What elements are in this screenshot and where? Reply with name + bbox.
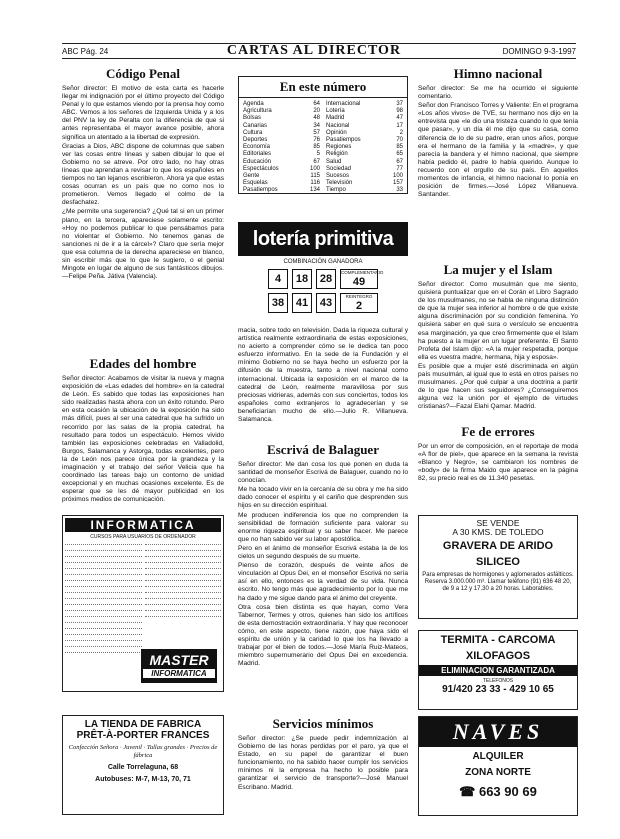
index-item[interactable]: Espectáculos 100 <box>243 165 320 172</box>
ad-master-top: MASTER <box>149 652 209 668</box>
letter-escriva <box>238 440 408 710</box>
index-list-right <box>326 101 403 195</box>
letter-paragraph: Me ha tocado vivir en la cercanía de su obra y me ha sido dado conocer el espíritu y el cariño que desprenden sus hijos en su dirección espiritual. <box>238 486 408 510</box>
index-item[interactable]: Nacional 17 <box>326 122 403 129</box>
letter-title: Edades del hombre <box>89 356 197 371</box>
letter-paragraph: Señor director: Acabamos de visitar la nueva y magna exposición de «Las edades del hombre» en la catedral de León. Es sabido que todas las exposiciones han sido realizadas hasta ahora con un éxito rotundo. Pero en esta ocasión la ubicación de la exposición ha sido más difícil, pues al ser una catedral que ha sufrido un recorrido por las salas de la propia catedral, ha resultado para todos un espectáculo. Hemos vivido también las exposiciones celebradas en Valladolid, Burgos, Salamanca y Astorga, todas excelentes, pero la de León nos parece única por la grandeza y la imaginación y el trabajo del señor Velicia que ha coordinado las tareas bajo un contorno de unidad excepcional y en muchas ocasiones excelente. Es de esperar que se les dé mayor publicidad en los próximos medios de comunicación. <box>62 375 224 504</box>
index-item[interactable]: Gente 115 <box>243 173 320 180</box>
ad-termita-line3: ELIMINACION GARANTIZADA <box>419 665 577 676</box>
index-item[interactable]: Madrid 47 <box>326 115 403 122</box>
complementario-value: 49 <box>352 276 366 288</box>
ad-tienda-line2: PRÊT-À-PORTER FRANCES <box>76 730 210 741</box>
index-item[interactable]: Salud 67 <box>326 158 403 165</box>
ad-termita-phones: 91/420 23 33 - 429 10 65 <box>442 684 554 695</box>
ad-tienda-line1: LA TIENDA DE FABRICA <box>84 719 202 730</box>
index-item[interactable]: Canarias 34 <box>243 122 320 129</box>
ad-informatica-subtitle: CURSOS PARA USUARIOS DE ORDENADOR <box>90 534 196 540</box>
ad-informatica-title: INFORMATICA <box>65 518 221 532</box>
reintegro-value: 2 <box>355 300 363 312</box>
letter-paragraph: Otra cosa bien distinta es que hayan, como Vera Tabernor, Termes y otros, quienes han sido los artífices de esta demostración extraordinaria. Y hay que reconocer cómo, en este aspecto, tiene razón, que haya sido el espíritu de unión y la caridad lo que los ha llevado a trabajar por el bien de todos.—José María Ruiz-Mateos, miembro supernumerario del Opus Dei en excedencia. Madrid. <box>238 603 408 668</box>
ad-informatica[interactable] <box>62 515 224 692</box>
letter-paragraph: macia, sobre todo en televisión. Dada la riqueza cultural y artística realmente extraordinaria de estas exposiciones, no acierto a comprender cómo se le dedica tan poco esfuerzo informativo. En la sede de la Fundación y el mínimo Gobierno no se haya hecho un esfuerzo por la difusión de la muestra, tanto a nivel nacional como internacional. Ubicada la exposición en el marco de la catedral de León, realmente maravillosa por sus preciosas vidrieras, además con sus conciertos, todos los españoles como extranjeros lo agradecerían y se beneficiarían mucho de ello.—Julio R. Villanueva. Salamanca. <box>238 327 408 424</box>
winning-number: 38 <box>268 293 288 313</box>
winning-number: 4 <box>268 269 288 289</box>
letter-paragraph: Pero en el ánimo de monseñor Escrivá estaba la de los cielos un segundo después de su muerte. <box>238 544 408 561</box>
ad-naves[interactable] <box>418 716 578 816</box>
letter-paragraph: Me producen indiferencia los que no comprenden la sensibilidad de formación suficiente para valorar su enorme riqueza espiritual y su saber hacer. Me parece que no han sabido ver su labor apostólica. <box>238 511 408 543</box>
index-item[interactable]: Bolsas 48 <box>243 115 320 122</box>
index-item[interactable]: Pasatiempos 134 <box>243 187 320 194</box>
letter-paragraph: ¿Me permite una sugerencia? ¿Qué tal si en un primer plano, en la tercera, apareciese solamente escrito: «Hoy no podemos publicar lo que pensábamos para no violentar el Gobierno. No tenemos ganas de sanciones ni de ir a la cárcel»? Claro que sería mejor que esa columna de la derecha apareciese en blanco, sin escribir más que lo que le sugiero, o el genial Mingote en lugar de alguno de sus fantásticos dibujos.—Felipe Peña. Játiva (Valencia). <box>62 208 224 281</box>
index-item[interactable]: Televisión 157 <box>326 180 403 187</box>
page-header <box>62 43 576 59</box>
index-item[interactable]: Deportes 76 <box>243 137 320 144</box>
index-item[interactable]: Educación 67 <box>243 158 320 165</box>
winning-number: 18 <box>292 269 312 289</box>
letter-codigo-penal <box>62 64 224 354</box>
letter-edades-continuation <box>238 327 408 437</box>
ad-tienda-line5: Autobuses: M-7, M-13, 70, 71 <box>95 776 191 783</box>
ad-gravera[interactable] <box>418 515 578 619</box>
index-item[interactable]: Sucesos 100 <box>326 173 403 180</box>
letter-paragraph: Señor director: Como musulmán que me siento, quisiera puntualizar que en el Corán el Libro Sagrado de los musulmanes, no se habla de ninguna distinción de que la mujer sea inferior al hombre o de que existe alguna discriminación por su condición femenina. Yo quisiera saber en qué sura o versículo se encuentra esa marginación, ya que creo firmemente que el Islam ha puesto a la mujer en un lugar preferente. El Santo Profeta del Islam dijo: «A la mujer respetadla, porque ella es vuestra madre, hermana, hija y esposa». <box>418 281 578 361</box>
loteria-logo-right: primitiva <box>314 228 394 250</box>
index-item[interactable]: Lotería 98 <box>326 108 403 115</box>
reintegro-box <box>340 293 378 313</box>
complementario-label: COMPLEMENTARIO <box>341 270 384 275</box>
ad-tienda-line3: Confección Señora · Juvenil · Tallas grandes · Precios de fábrica <box>68 744 218 759</box>
ad-tienda-line4: Calle Torrelaguna, 68 <box>107 764 179 771</box>
ad-termita-line4: TELEFONOS <box>482 678 514 684</box>
ad-gravera-line4: SILICEO <box>475 556 520 568</box>
winning-number: 41 <box>292 293 312 313</box>
index-box <box>238 76 408 194</box>
letter-paragraph: Señor don Francisco Torres y Valiente: En el programa «Los años vivos» de TVE, su hermano nos dijo en la entrevista que «le dio una tristeza cuando lo que tenía que pasar», y un día él me dijo que su casa, como diferencia de lo de su padre, eran unos años, porque era el hermano de la familia y la «madre», y que parecía la bandera y el himno nacional, que siempre había pedido él, padre lo había querido. Aunque lo recuerdo con el orgullo de su país. En aquellos momentos de infancia, el himno nacional lo ponía en posición de firmes.—José López Villanueva. Santander. <box>418 102 578 199</box>
letter-servicios-minimos <box>238 714 408 819</box>
index-item[interactable]: Agricultura 20 <box>243 108 320 115</box>
reintegro-label: REINTEGRO <box>345 294 373 299</box>
combination-label: COMBINACIÓN GANADORA <box>283 259 363 265</box>
loteria-primitiva-box <box>238 222 408 324</box>
section-title: CARTAS AL DIRECTOR <box>226 43 402 58</box>
index-item[interactable]: Cultura 57 <box>243 129 320 136</box>
ad-termita[interactable] <box>418 630 578 710</box>
ad-gravera-line1: SE VENDE <box>476 518 520 528</box>
letter-paragraph: Pienso de corazón, después de veinte años de vinculación al Opus Dei, en el monseñor Escrivá no sería así en ello, entonces es la verdad de su vida. Nunca escrito. No tengo más que agradecimiento por lo que me ha dado y me sigue dando para el ánimo del creyente. <box>238 562 408 602</box>
index-item[interactable]: Sociedad 77 <box>326 165 403 172</box>
index-item[interactable]: Economía 85 <box>243 144 320 151</box>
issue-date: DOMINGO 9-3-1997 <box>502 46 576 56</box>
letter-title: La mujer y el Islam <box>443 262 553 277</box>
letter-paragraph: Señor director: Se me ha ocurrido el siguiente comentario. <box>418 85 578 101</box>
ad-gravera-line2: A 30 KMS. DE TOLEDO <box>452 527 544 537</box>
letter-paragraph: Señor director: El motivo de esta carta es hacerle llegar mi indignación por el último proyecto del Código Penal y lo que estamos viendo por la prensa hoy como ABC. Vemos a los señores de Izquierda Unida y a los del PNV la ley de Peralta con la diferencia de que si antes representaba el mayor avance posible, ahora significa un atentado a la libertad de expresión. <box>62 85 224 141</box>
ad-naves-line2: ALQUILER <box>472 751 524 762</box>
ad-naves-line3: ZONA NORTE <box>465 767 531 778</box>
loteria-logo-left: lotería <box>252 228 310 250</box>
index-item[interactable]: Regiones 85 <box>326 144 403 151</box>
ad-naves-phone: ☎ 663 90 69 <box>459 784 537 799</box>
complementario-box <box>340 269 384 289</box>
letter-title: Fe de errores <box>461 424 535 439</box>
index-item[interactable]: Internacional 37 <box>326 101 403 107</box>
ad-naves-title: NAVES <box>419 717 577 747</box>
letter-title: Escrivá de Balaguer <box>267 442 379 457</box>
letter-paragraph: Señor director: ¿Se puede pedir indemnización al Gobierno de las horas perdidas por el paro, ya que el Estado, en su papel de garantizar el buen funcionamiento, no ha sabido hacer cumplir los servicios mínimos ni la empresa ha hecho lo posible para garantizar el servicio de transporte?—José Manuel Escribano. Madrid. <box>238 735 408 791</box>
letter-edades-hombre <box>62 354 224 510</box>
winning-number: 28 <box>316 269 336 289</box>
ad-master-bottom: INFORMATICA <box>143 669 215 678</box>
letter-paragraph: Por un error de composición, en el reportaje de moda «A flor de piel», que aparece en la semana la revista «Blanco y Negro», se cambiaron los nombres de «body» de la firma Maido que aparece en la página 82, su precio real es de 11.340 pesetas. <box>418 443 578 483</box>
winning-number: 43 <box>316 293 336 313</box>
ad-master-logo <box>141 649 217 683</box>
letter-title: Código Penal <box>105 66 181 81</box>
letter-paragraph: Gracias a Dios, ABC dispone de columnas que saben ver las cosas entre líneas y saben dibujar lo que el Gobierno no se atreve. Por otro lado, no hay otras líneas que aprendan a revisar lo que los españoles en tiempos no tan lejanos escribieron. Ahora ya que estas cosas ocurran es un país que no como nos lo prometieron. Vemos llegado el colmo de la desfachatez. <box>62 142 224 207</box>
index-item[interactable]: Religión 65 <box>326 151 403 158</box>
index-item[interactable]: Agenda 64 <box>243 101 320 107</box>
letter-paragraph: Señor director: Me dan cosa los que ponen en duda la santidad de monseñor Escrivá de Balaguer, cuando no lo conocían. <box>238 461 408 485</box>
index-list-left <box>243 101 320 195</box>
index-item[interactable]: Pasatiempos 70 <box>326 137 403 144</box>
ad-gravera-line3: GRAVERA DE ARIDO <box>442 540 554 552</box>
ad-informatica-listing <box>65 542 221 656</box>
index-title: En este número <box>239 77 407 98</box>
letter-title: Himno nacional <box>453 66 543 81</box>
ad-termita-line2: XILOFAGOS <box>465 650 531 662</box>
index-item[interactable]: Editoriales 5 <box>243 151 320 158</box>
index-item[interactable]: Tiempo 33 <box>326 187 403 194</box>
letter-title: Servicios mínimos <box>272 716 374 731</box>
letter-mujer-islam <box>418 260 578 420</box>
ad-tienda[interactable] <box>62 715 224 815</box>
letter-paragraph: Es posible que a mujer esté discriminada en algún país musulmán, al igual que lo está en otros países no musulmanes. ¿Por qué culpar a una doctrina a partir de lo que hacen sus seguidores? ¿Conseguiremos alguna vez la unión por el ejemplo de virtudes cristianas?—Fazal Elahi Qamar. Madrid. <box>418 362 578 411</box>
index-item[interactable]: Esquelas 116 <box>243 180 320 187</box>
ad-termita-line1: TERMITA - CARCOMA <box>440 634 556 646</box>
page-number: ABC Pág. 24 <box>62 46 109 56</box>
letter-himno-nacional <box>418 64 578 260</box>
loteria-logo <box>238 222 408 256</box>
ad-gravera-line5: Para empresas de hormigones y aglomerados asfálticos. Reserva 3.000.000 m³. Llamar teléfono (91) 636 48 20, de 9 a 12 y 17.30 a 20 horas. Laborables. <box>422 572 574 592</box>
fe-de-errores <box>418 422 578 510</box>
index-item[interactable]: Opinión 2 <box>326 129 403 136</box>
